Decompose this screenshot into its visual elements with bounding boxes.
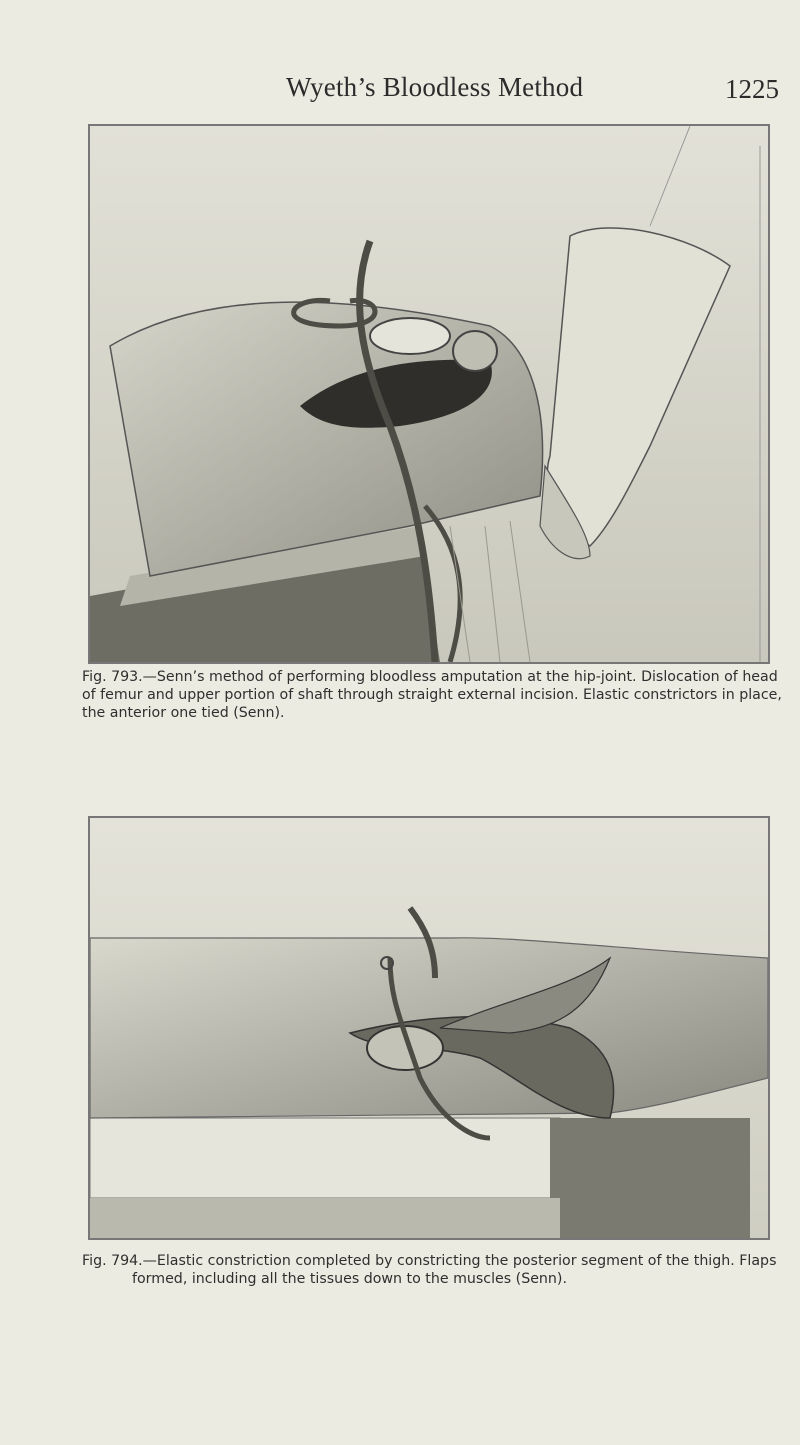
figure-793-caption: Fig. 793.—Senn’s method of performing bloodless amputation at the hip-joint. Dislocation of head of femur and upper portion of shaft through straight external incision. Elastic constrictors in place, the anterior one tied (Senn).: [82, 669, 782, 721]
figure-794-caption-line2: formed, including all the tissues down to the muscles (Senn).: [132, 1271, 567, 1287]
page-header: [0, 72, 800, 112]
table-block: [550, 1118, 750, 1238]
posterior-constriction-drawing: [90, 818, 768, 1238]
table-top: [90, 1118, 560, 1198]
figure-794-caption: [82, 1252, 782, 1288]
figure-794-caption-line1: Fig. 794.—Elastic constriction completed by constricting the posterior segment of the thigh. Flaps: [82, 1253, 777, 1269]
figure-793-illustration: [88, 124, 770, 664]
running-title: Wyeth’s Bloodless Method: [286, 72, 584, 102]
page-number: 1225: [725, 74, 779, 104]
figure-794-illustration: [88, 816, 770, 1240]
hip-amputation-drawing: [90, 126, 768, 662]
